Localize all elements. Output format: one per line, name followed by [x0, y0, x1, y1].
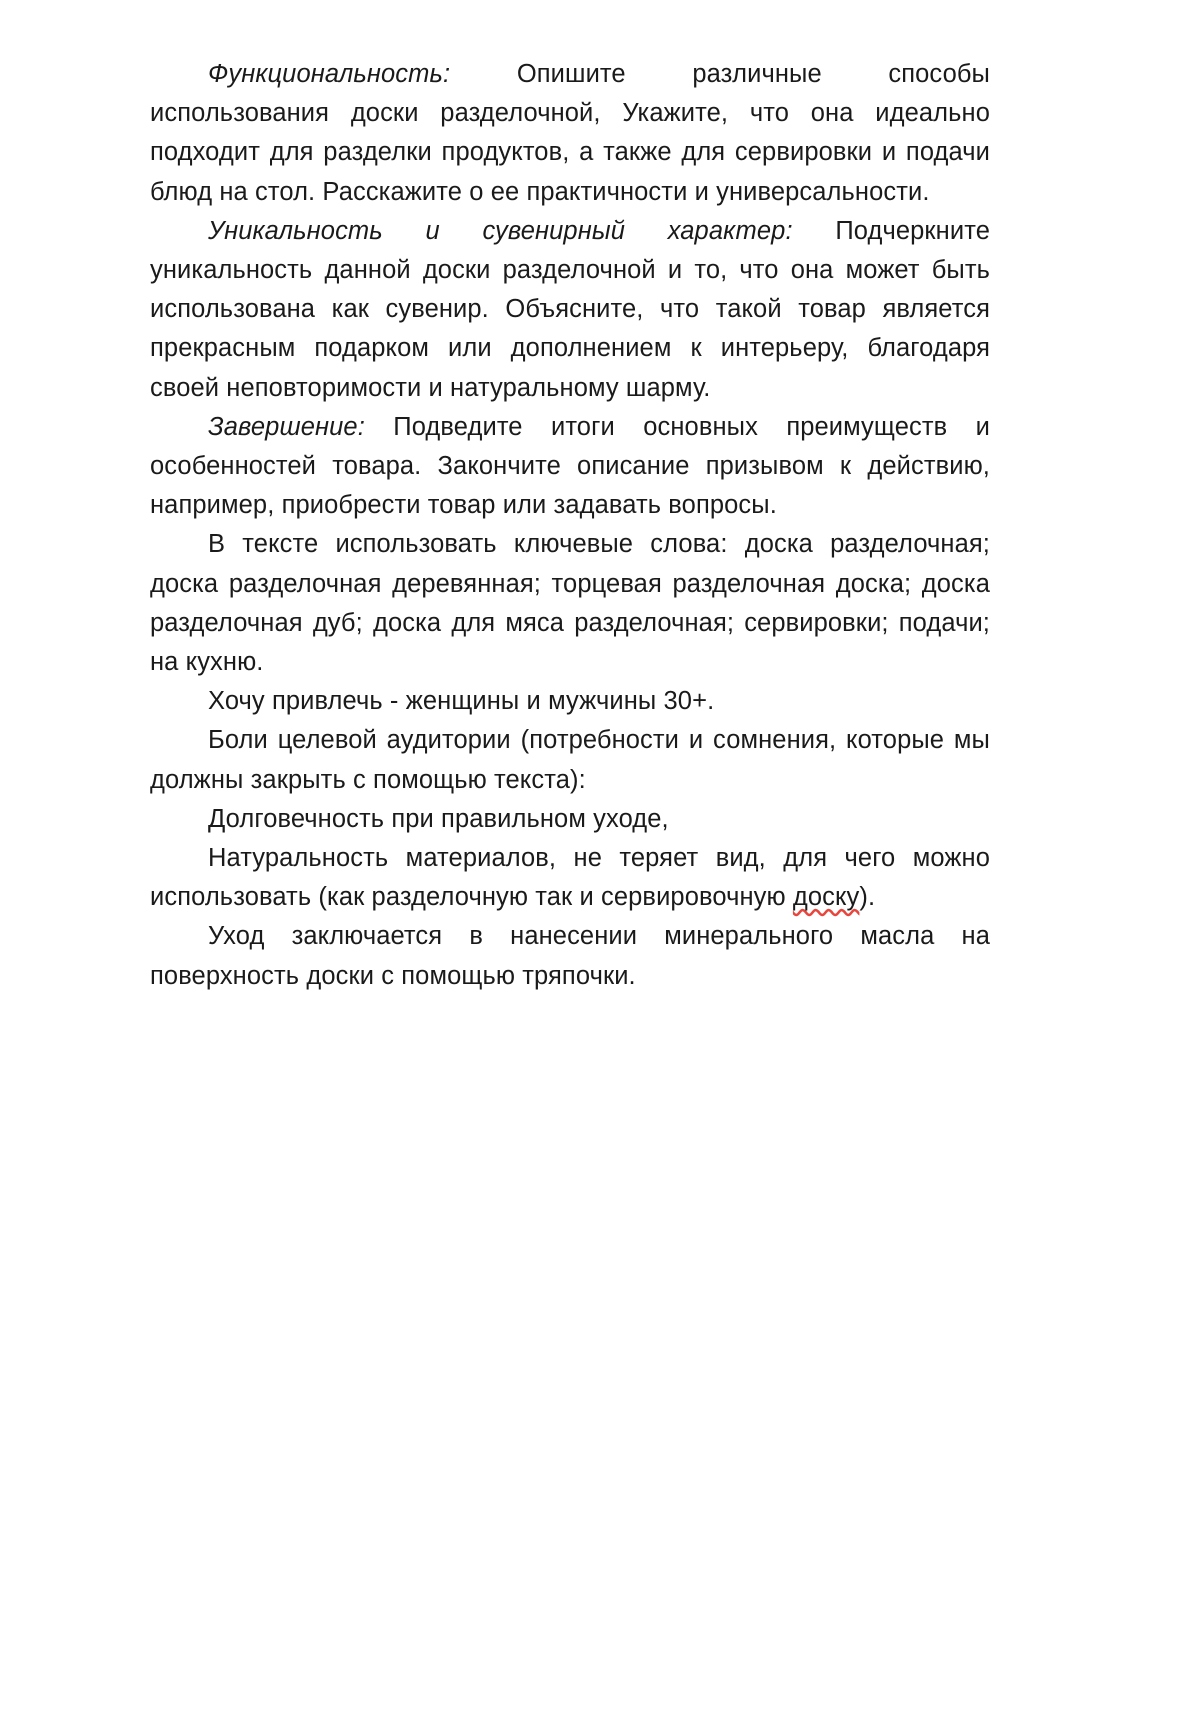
paragraph-lead-functionality: Функциональность:	[208, 60, 451, 88]
misspelled-word[interactable]: доску	[792, 883, 860, 912]
paragraph-lead-uniqueness: Уникальность и сувенирный характер:	[208, 216, 793, 245]
paragraph-functionality	[150, 55, 990, 212]
paragraph-care	[150, 917, 990, 995]
paragraph-text-pain-natural-after: ).	[859, 883, 876, 912]
paragraph-pains-intro	[150, 721, 990, 799]
paragraph-text-pain-natural-before: Натуральность материалов, не теряет вид, для чего можно использовать (как разделочную так и сервировочную	[150, 844, 990, 912]
paragraph-text-pains-intro: Боли целевой аудитории (потребности и сомнения, которые мы должны закрыть с помощью текста):	[150, 726, 990, 794]
paragraph-text-uniqueness: Подчеркните уникальность данной доски разделочной и то, что она может быть использована как сувенир. Объясните, что такой товар является прекрасным подарком или дополнением к интерьеру, благодаря своей неповторимости и натуральному шарму.	[150, 216, 990, 402]
paragraph-pain-natural	[150, 839, 990, 917]
paragraph-text-conclusion: Подведите итоги основных преимуществ и особенностей товара. Закончите описание призывом к действию, например, приобрести товар или задавать вопросы.	[150, 412, 990, 520]
paragraph-lead-conclusion: Завершение:	[208, 412, 365, 441]
paragraph-audience	[150, 682, 990, 721]
paragraph-text-care: Уход заключается в нанесении минерального масла на поверхность доски с помощью тряпочки.	[150, 922, 990, 990]
paragraph-uniqueness	[150, 212, 990, 408]
paragraph-keywords	[150, 525, 990, 682]
paragraph-text-keywords: В тексте использовать ключевые слова: доска разделочная; доска разделочная деревянная; торцевая разделочная доска; доска разделочная дуб; доска для мяса разделочная; сервировки; подачи; на кухню.	[150, 530, 990, 677]
paragraph-conclusion	[150, 408, 990, 526]
paragraph-text-functionality: Опишите различные способы использования доски разделочной, Укажите, что она идеально подходит для разделки продуктов, а также для сервировки и подачи блюд на стол. Расскажите о ее практичности и универсальности.	[150, 60, 990, 206]
paragraph-text-audience: Хочу привлечь - женщины и мужчины 30+.	[208, 687, 715, 716]
paragraph-pain-durability	[150, 800, 990, 839]
paragraph-text-pain-durability: Долговечность при правильном уходе,	[208, 804, 669, 833]
document-text-body	[150, 55, 990, 996]
